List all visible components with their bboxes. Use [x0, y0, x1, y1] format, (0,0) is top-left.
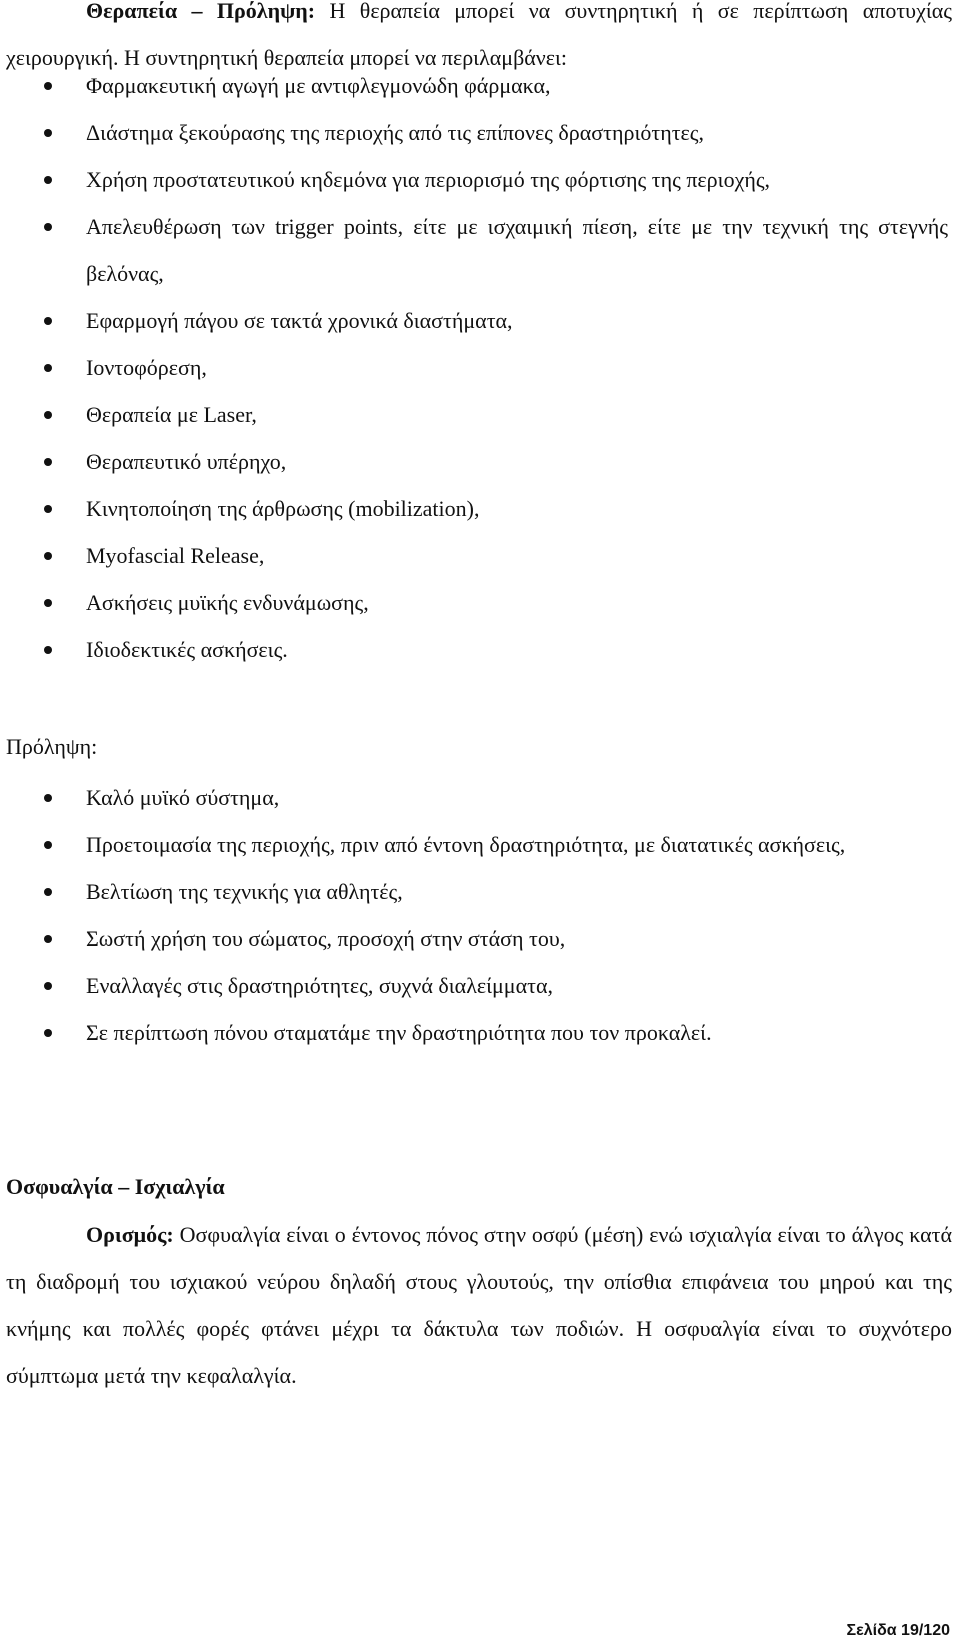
bullet-icon	[44, 82, 52, 90]
page-number: Σελίδα 19/120	[846, 1622, 950, 1639]
list-item: Ιοντοφόρεση,	[0, 344, 952, 391]
bullet-icon	[44, 505, 52, 513]
bullet-icon	[44, 364, 52, 372]
definition-label: Ορισμός:	[86, 1222, 174, 1247]
bullet-icon	[44, 599, 52, 607]
list-item: Θεραπεία με Laser,	[0, 391, 952, 438]
bullet-icon	[44, 317, 52, 325]
section-title: Οσφυαλγία – Ισχιαλγία	[6, 1174, 225, 1199]
bullet-icon	[44, 411, 52, 419]
bullet-icon	[44, 552, 52, 560]
bullet-icon	[44, 176, 52, 184]
definition-paragraph	[6, 1211, 952, 1399]
list-item: Προετοιμασία της περιοχής, πριν από έντονη δραστηριότητα, με διατατικές ασκήσεις,	[0, 821, 952, 868]
bullet-icon	[44, 935, 52, 943]
list-item: Θεραπευτικό υπέρηχο,	[0, 438, 952, 485]
bullet-icon	[44, 129, 52, 137]
list-item: Σε περίπτωση πόνου σταματάμε την δραστηριότητα που τον προκαλεί.	[0, 1009, 952, 1056]
bullet-icon	[44, 1029, 52, 1037]
prevention-label: Πρόληψη:	[6, 734, 98, 759]
list-item: Myofascial Release,	[0, 532, 952, 579]
list-item: Απελευθέρωση των trigger points, είτε με ισχαιμική πίεση, είτε με την τεχνική της στεγνής βελόνας,	[0, 203, 952, 297]
list-item: Βελτίωση της τεχνικής για αθλητές,	[0, 868, 952, 915]
bullet-icon	[44, 646, 52, 654]
list-item: Καλό μυϊκό σύστημα,	[0, 774, 952, 821]
treatment-list	[0, 62, 952, 673]
bullet-icon	[44, 841, 52, 849]
list-item: Διάστημα ξεκούρασης της περιοχής από τις επίπονες δραστηριότητες,	[0, 109, 952, 156]
treatment-heading: Θεραπεία – Πρόληψη:	[86, 0, 316, 23]
bullet-icon	[44, 982, 52, 990]
list-item: Εναλλαγές στις δραστηριότητες, συχνά διαλείμματα,	[0, 962, 952, 1009]
list-item: Εφαρμογή πάγου σε τακτά χρονικά διαστήματα,	[0, 297, 952, 344]
list-item: Φαρμακευτική αγωγή με αντιφλεγμονώδη φάρμακα,	[0, 62, 952, 109]
list-item: Ιδιοδεκτικές ασκήσεις.	[0, 626, 952, 673]
list-item: Χρήση προστατευτικού κηδεμόνα για περιορισμό της φόρτισης της περιοχής,	[0, 156, 952, 203]
bullet-icon	[44, 794, 52, 802]
bullet-icon	[44, 223, 52, 231]
list-item: Ασκήσεις μυϊκής ενδυνάμωσης,	[0, 579, 952, 626]
bullet-icon	[44, 888, 52, 896]
list-item: Κινητοποίηση της άρθρωσης (mobilization),	[0, 485, 952, 532]
bullet-icon	[44, 458, 52, 466]
list-item: Σωστή χρήση του σώματος, προσοχή στην στάση του,	[0, 915, 952, 962]
prevention-list	[0, 774, 952, 1056]
treatment-intro: Η θεραπεία μπορεί να συντηρητική ή σε περίπτωση αποτυχίας χειρουργική. Η συντηρητική θεραπεία μπορεί να περιλαμβάνει:	[6, 0, 953, 70]
definition-text: Οσφυαλγία είναι ο έντονος πόνος στην οσφύ (μέση) ενώ ισχιαλγία είναι το άλγος κατά τη διαδρομή του ισχιακού νεύρου δηλαδή στους γλουτούς, την οπίσθια επιφάνεια του μηρού και της κνήμης και πολλές φορές φτάνει μέχρι τα δάκτυλα των ποδιών. Η οσφυαλγία είναι το συχνότερο σύμπτωμα μετά την κεφαλαλγία.	[6, 1222, 952, 1388]
